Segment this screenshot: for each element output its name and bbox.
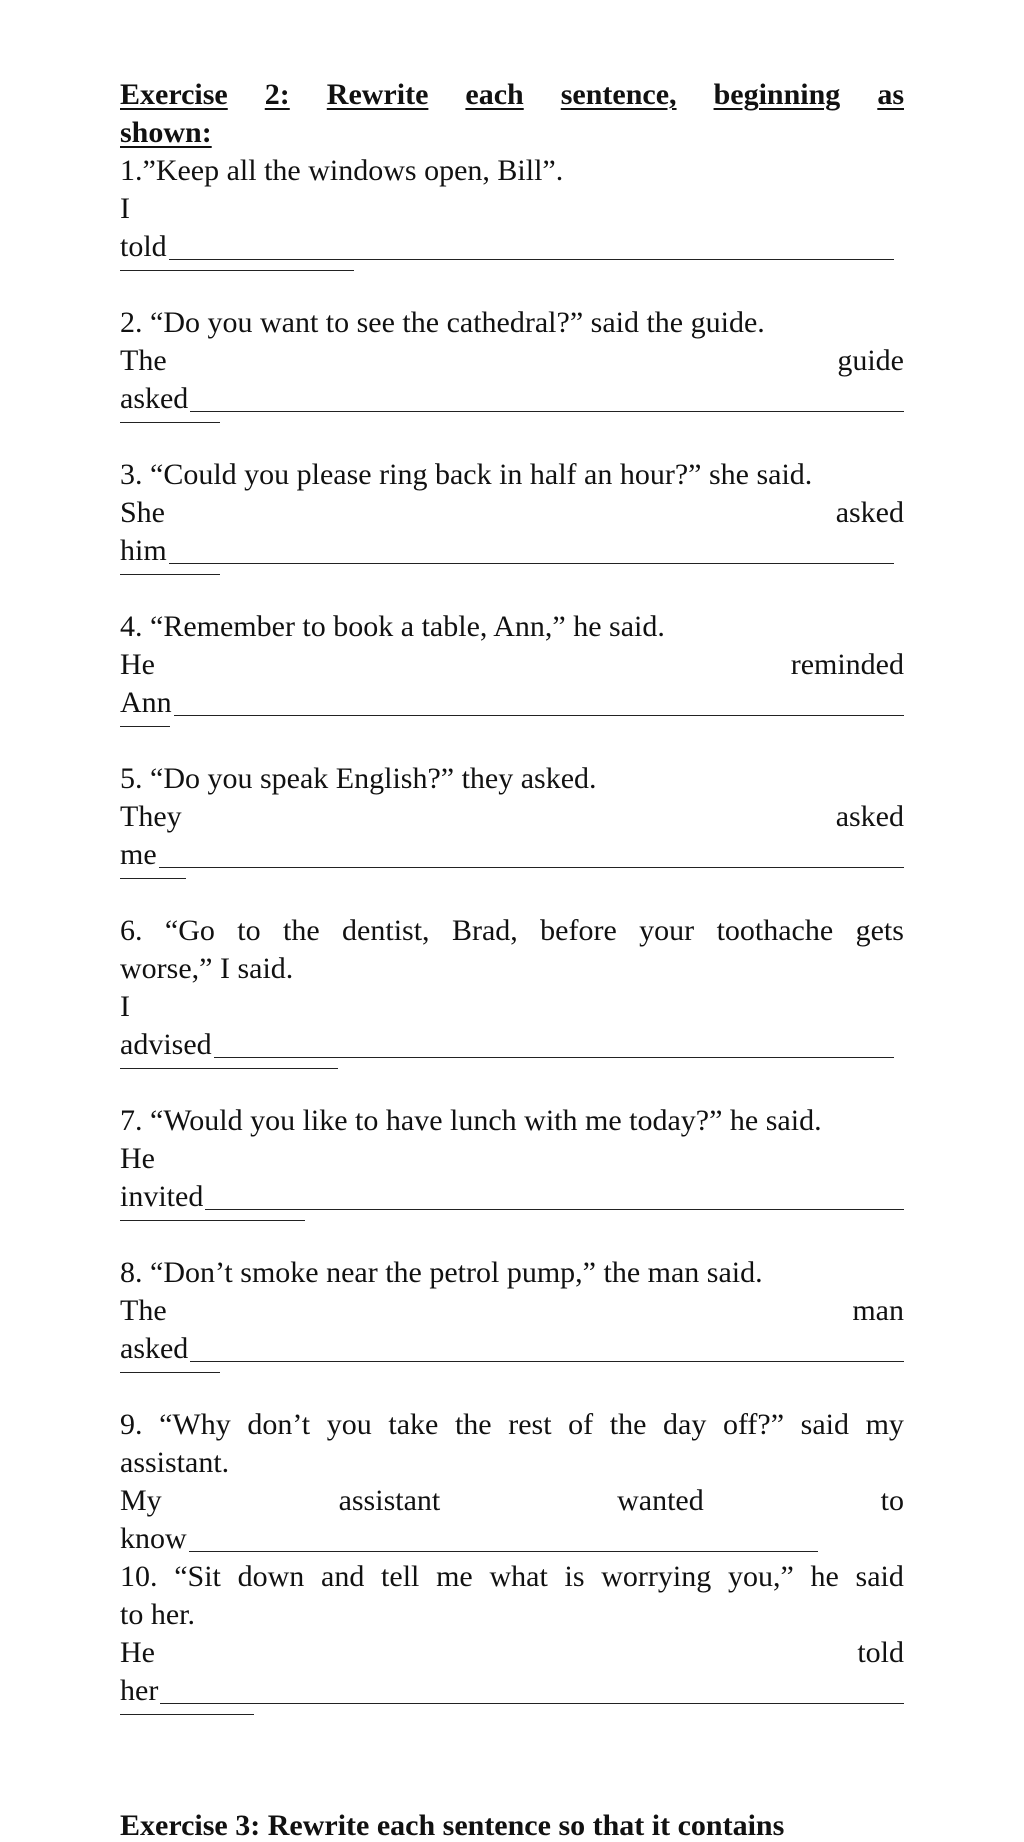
prompt-word: before: [540, 914, 617, 947]
prompt-word: off?”: [722, 1408, 785, 1441]
answer-line: him: [120, 532, 904, 570]
answer-start: The man: [120, 1294, 904, 1327]
prompt-word: is: [564, 1560, 585, 1593]
exercise-heading-cont: shown:: [120, 116, 212, 149]
prompt-word: Brad,: [451, 914, 518, 947]
exercise-heading: Exercise 2: Rewrite each sentence, beginning as: [120, 78, 904, 111]
answer-line: asked: [120, 1330, 904, 1368]
question-prompt: [120, 1406, 904, 1444]
question-prompt-cont: assistant.: [120, 1446, 230, 1479]
question-prompt: 5. “Do you speak English?” they asked.: [120, 762, 597, 795]
answer-start: He reminded: [120, 648, 904, 681]
answer-blank-continuation[interactable]: [120, 1216, 904, 1254]
answer-blank[interactable]: [169, 259, 894, 260]
answer-line: told: [120, 228, 904, 266]
answer-blank-continuation[interactable]: [120, 722, 904, 760]
prompt-word: “Go: [164, 914, 215, 947]
prompt-word: gets: [855, 914, 904, 947]
prompt-word: 9.: [120, 1408, 143, 1441]
question-5: [120, 760, 904, 912]
answer-line: Ann: [120, 684, 904, 722]
answer-blank[interactable]: [160, 1703, 904, 1704]
answer-blank-continuation[interactable]: [120, 418, 904, 456]
prompt-word: take: [388, 1408, 439, 1441]
prompt-word: down: [237, 1560, 305, 1593]
prompt-word: rest: [508, 1408, 552, 1441]
question-prompt-cont: worse,” I said.: [120, 952, 294, 985]
answer-start: The guide: [120, 344, 904, 377]
prompt-word: said: [855, 1560, 904, 1593]
answer-start: She asked: [120, 496, 904, 529]
prompt-word: he: [810, 1560, 839, 1593]
question-10: [120, 1558, 904, 1748]
answer-line: invited: [120, 1178, 904, 1216]
answer-start: I: [120, 990, 130, 1023]
answer-blank[interactable]: [189, 1551, 818, 1552]
answer-blank[interactable]: [190, 1361, 904, 1362]
prompt-word: toothache: [716, 914, 834, 947]
answer-blank-continuation[interactable]: [120, 266, 904, 304]
question-prompt: 1.”Keep all the windows open, Bill”.: [120, 154, 564, 187]
question-1: [120, 152, 904, 304]
answer-blank-continuation[interactable]: [120, 874, 904, 912]
prompt-word: said: [800, 1408, 849, 1441]
answer-line: advised: [120, 1026, 904, 1064]
prompt-word: the: [283, 914, 320, 947]
worksheet-page: [120, 76, 904, 1748]
prompt-word: you,”: [727, 1560, 794, 1593]
answer-start: He: [120, 1142, 155, 1175]
prompt-word: and: [321, 1560, 365, 1593]
answer-line: asked: [120, 380, 904, 418]
question-prompt: 7. “Would you like to have lunch with me today?” he said.: [120, 1104, 822, 1137]
prompt-word: worrying: [601, 1560, 712, 1593]
prompt-word: day: [663, 1408, 707, 1441]
question-prompt: [120, 1558, 904, 1596]
answer-blank[interactable]: [214, 1057, 894, 1058]
answer-start: He told: [120, 1636, 904, 1669]
prompt-word: 6.: [120, 914, 143, 947]
prompt-word: you: [326, 1408, 372, 1441]
question-4: [120, 608, 904, 760]
next-exercise-heading: Exercise 3: Rewrite each sentence so that it contains: [120, 1809, 785, 1842]
question-prompt: 3. “Could you please ring back in half an hour?” she said.: [120, 458, 813, 491]
answer-start: My assistant wanted to: [120, 1484, 904, 1517]
prompt-word: “Sit: [174, 1560, 221, 1593]
question-prompt: [120, 912, 904, 950]
answer-blank[interactable]: [169, 563, 894, 564]
answer-blank-continuation[interactable]: [120, 1064, 904, 1102]
answer-blank-continuation[interactable]: [120, 1368, 904, 1406]
prompt-word: the: [609, 1408, 647, 1441]
answer-blank[interactable]: [159, 867, 904, 868]
prompt-word: dentist,: [342, 914, 430, 947]
question-prompt: 8. “Don’t smoke near the petrol pump,” the man said.: [120, 1256, 763, 1289]
prompt-word: don’t: [247, 1408, 311, 1441]
prompt-word: to: [237, 914, 261, 947]
question-2: [120, 304, 904, 456]
prompt-word: my: [865, 1408, 904, 1441]
answer-blank[interactable]: [205, 1209, 904, 1210]
answer-blank[interactable]: [190, 411, 904, 412]
prompt-word: of: [568, 1408, 594, 1441]
question-prompt: 2. “Do you want to see the cathedral?” said the guide.: [120, 306, 765, 339]
answer-start: They asked: [120, 800, 904, 833]
answer-blank-continuation[interactable]: [120, 570, 904, 608]
question-3: [120, 456, 904, 608]
prompt-word: “Why: [159, 1408, 231, 1441]
prompt-word: your: [639, 914, 695, 947]
answer-line: me: [120, 836, 904, 874]
prompt-word: me: [436, 1560, 473, 1593]
prompt-word: tell: [381, 1560, 420, 1593]
answer-blank-continuation[interactable]: [120, 1710, 904, 1748]
answer-blank[interactable]: [174, 715, 904, 716]
answer-line: know: [120, 1520, 904, 1558]
question-8: [120, 1254, 904, 1406]
question-7: [120, 1102, 904, 1254]
question-9: [120, 1406, 904, 1558]
question-6: [120, 912, 904, 1102]
prompt-word: the: [454, 1408, 492, 1441]
answer-line: her: [120, 1672, 904, 1710]
answer-start: I: [120, 192, 130, 225]
question-prompt-cont: to her.: [120, 1598, 195, 1631]
prompt-word: what: [489, 1560, 548, 1593]
question-prompt: 4. “Remember to book a table, Ann,” he said.: [120, 610, 665, 643]
prompt-word: 10.: [120, 1560, 158, 1593]
